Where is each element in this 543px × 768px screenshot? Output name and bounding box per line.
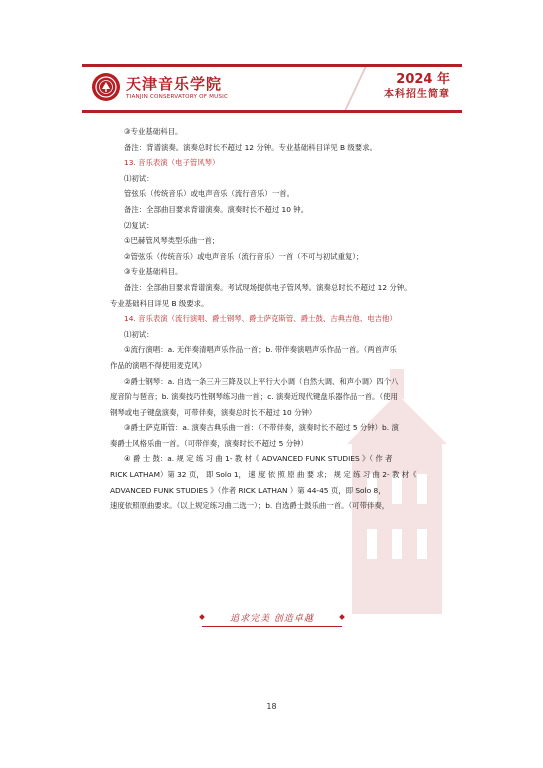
s13-round1-note: 备注：全部曲目要求背谱演奏。演奏时长不超过 10 钟。 xyxy=(124,204,309,214)
s13-r2-note-a: 备注：全部曲目要求背谱演奏。考试现场提供电子管风琴。演奏总时长不超过 12 分钟。 xyxy=(124,282,412,292)
s14-item3-line2: 奏爵士风格乐曲一首。（可带伴奏，演奏时长不超过 5 分钟） xyxy=(110,438,308,448)
s14-item4-line3: ADVANCED FUNK STUDIES 》（作者 RICK LATHAN ）第 44-45 页，即 Solo 8， xyxy=(110,485,386,495)
s13-r2-item1: ①巴赫管风琴类型乐曲一首； xyxy=(124,236,220,246)
section-13-title: 13. 音乐表演（电子管风琴） xyxy=(124,158,220,168)
s13-r2-note-b: 专业基础科目详见 B 级要求。 xyxy=(110,298,209,308)
header-decoration xyxy=(340,67,370,111)
brochure-page xyxy=(82,64,462,634)
item-3: ③专业基础科目。 xyxy=(124,127,183,136)
school-name-en: TIANJIN CONSERVATORY OF MUSIC xyxy=(126,94,229,100)
s13-round1-label: ⑴初试： xyxy=(124,173,154,183)
page-content xyxy=(110,124,446,514)
page-footer xyxy=(82,609,462,634)
s13-r2-item2: ②管弦乐（传统音乐）或电声音乐（流行音乐）一首（不可与初试重复）； xyxy=(124,251,364,261)
s13-round2-label: ⑵复试： xyxy=(124,220,154,230)
s14-item4-line4: 速度依照原曲要求。（以上规定练习曲二选一）；b. 自选爵士鼓乐曲一首。（可带伴奏， xyxy=(110,501,390,511)
page-number: 18 xyxy=(266,702,277,711)
s14-round1-label: ⑴初试： xyxy=(124,329,154,339)
header-underline xyxy=(82,110,462,113)
s13-r2-item3: ③专业基础科目。 xyxy=(124,267,183,277)
s14-item2-line1: ②爵士钢琴：a. 自选一条三升三降及以上平行大小调（自然大调、和声小调）四个八 xyxy=(124,376,399,386)
s14-item3-line1: ③爵士萨克斯管：a. 演奏古典乐曲一首：（不带伴奏，演奏时长不超过 5 分钟）b. 演 xyxy=(124,423,399,433)
s14-item4-line1: ④ 爵 士 鼓：a. 规 定 练 习 曲 1- 教 材《 ADVANCED FUNK STUDIES 》（ 作 者 xyxy=(124,454,393,464)
header-year: 2024 年 xyxy=(396,72,450,87)
s14-item1-line2: 作品的演唱不得使用麦克风） xyxy=(110,360,207,370)
header-title-block xyxy=(384,72,450,102)
s14-item1-line1: ①流行演唱：a. 无伴奏清唱声乐作品一首；b. 带伴奏演唱声乐作品一首。（两首声乐 xyxy=(124,345,397,355)
note-3: 备注：背谱演奏。演奏总时长不超过 12 分钟。专业基础科目详见 B 级要求。 xyxy=(124,142,377,152)
school-name-cn: 天津音乐学院 xyxy=(126,75,223,93)
footer-slogan: 追求完美 创造卓越 xyxy=(230,614,314,624)
s13-round1-text: 管弦乐（传统音乐）或电声音乐（流行音乐）一首。 xyxy=(124,189,294,199)
s14-item2-line2: 度音阶与琶音；b. 演奏技巧性钢琴练习曲一首；c. 演奏近现代键盘乐器作品一首。（使用 xyxy=(110,392,398,402)
header-title: 本科招生简章 xyxy=(384,89,450,100)
s14-item2-line3: 钢琴或电子键盘演奏，可带伴奏，演奏总时长不超过 10 分钟） xyxy=(110,407,317,417)
s14-item4-line2: RICK LATHAM）第 32 页， 即 Solo 1， 速 度 依 照 原 曲 要 求； 规 定 练 习 曲 2- 教 材《 xyxy=(110,470,417,480)
section-14-title: 14. 音乐表演（流行演唱、爵士钢琴、爵士萨克斯管、爵士鼓、古典吉他、电吉他） xyxy=(124,314,397,324)
school-logo-icon xyxy=(92,73,120,101)
page-header xyxy=(82,64,462,113)
footer-divider xyxy=(202,626,342,627)
